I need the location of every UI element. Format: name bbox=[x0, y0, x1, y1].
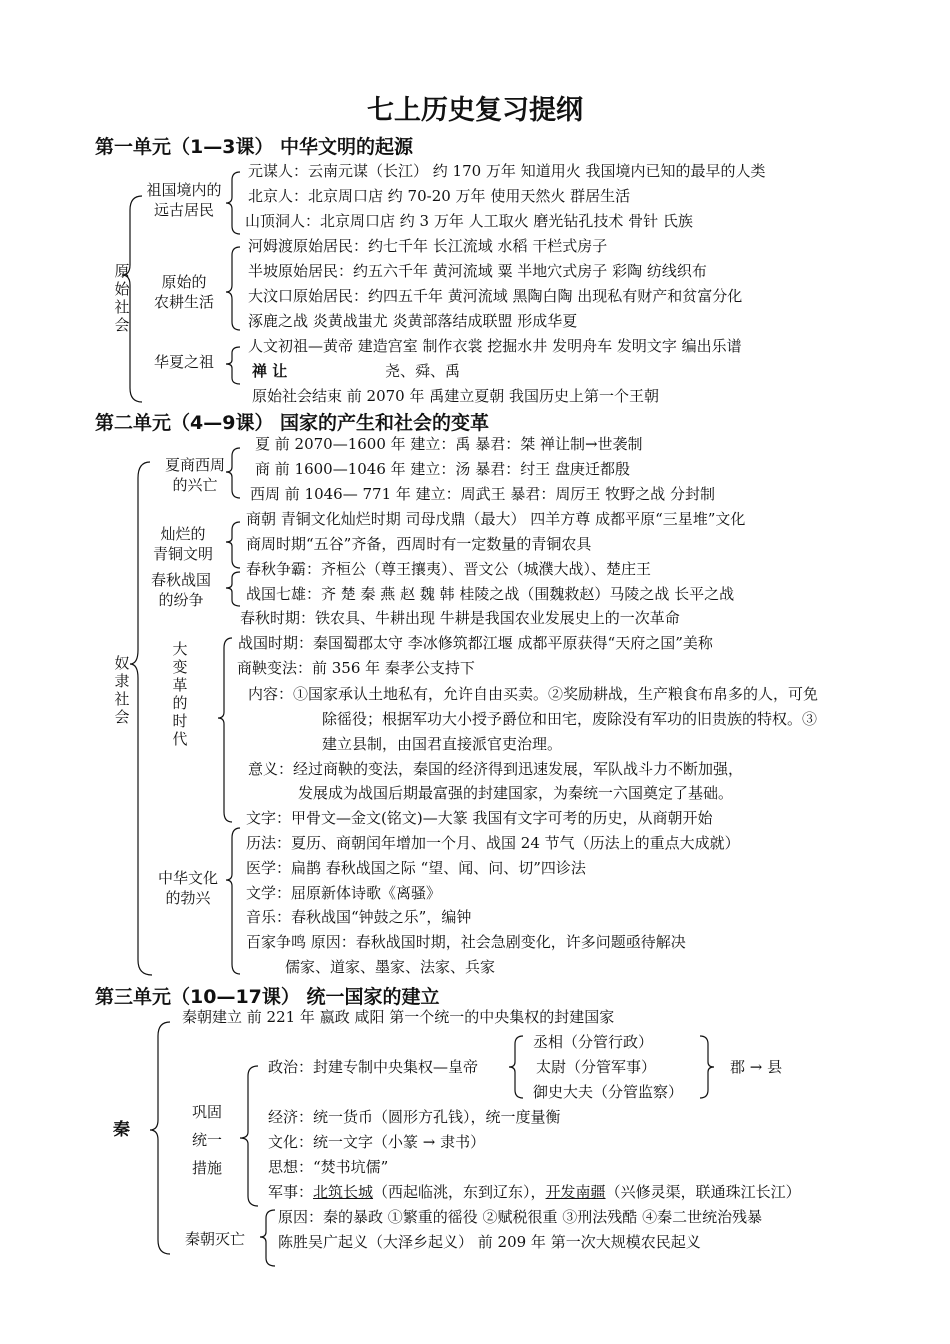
unit-heading-2: 第二单元（4—9课） 国家的产生和社会的变革 bbox=[95, 412, 490, 434]
commandery-county: 郡 → 县 bbox=[730, 1058, 783, 1076]
official-item: 丞相（分管行政） bbox=[533, 1033, 654, 1051]
content-line: 半坡原始居民：约五六千年 黄河流域 粟 半地穴式房子 彩陶 纺线织布 bbox=[248, 262, 707, 280]
content-line: 除徭役；根据军功大小授予爵位和田宅，废除没有军功的旧贵族的特权。③ bbox=[322, 710, 818, 728]
unit-heading-1: 第一单元（1—3课） 中华文明的起源 bbox=[95, 136, 414, 158]
unit-heading-3: 第三单元（10—17课） 统一国家的建立 bbox=[95, 986, 440, 1008]
category-label: 原始的 农耕生活 bbox=[153, 273, 214, 311]
content-line: 商周时期“五谷”齐备，西周时有一定数量的青铜农具 bbox=[246, 535, 592, 553]
content-line: 人文初祖—黄帝 建造宫室 制作衣裳 挖掘水井 发明舟车 发明文字 编出乐谱 bbox=[248, 337, 742, 355]
content-line: 陈胜吴广起义（大泽乡起义） 前 209 年 第一次大规模农民起义 bbox=[278, 1233, 701, 1251]
category-label: 大变革的时代 bbox=[172, 640, 188, 748]
content-line: 战国时期：秦国蜀郡太守 李冰修筑都江堰 成都平原获得“天府之国”美称 bbox=[238, 634, 713, 652]
content-line: 建立县制，由国君直接派官吏治理。 bbox=[322, 735, 563, 753]
category-label: 春秋战国 的纷争 bbox=[150, 571, 211, 609]
content-line: 儒家、道家、墨家、法家、兵家 bbox=[285, 958, 496, 976]
category-label: 秦朝灭亡 bbox=[185, 1230, 246, 1248]
content-line: 北京人：北京周口店 约 70-20 万年 使用天然火 群居生活 bbox=[248, 187, 631, 205]
category-label: 巩固 bbox=[192, 1103, 223, 1121]
content-line: 医学：扁鹊 春秋战国之际 “望、闻、问、切”四诊法 bbox=[246, 859, 586, 877]
content-line: 思想：“焚书坑儒” bbox=[268, 1158, 389, 1176]
content-line: 秦朝建立 前 221 年 嬴政 咸阳 第一个统一的中央集权的封建国家 bbox=[182, 1008, 615, 1026]
content-line: 元谋人：云南元谋（长江） 约 170 万年 知道用火 我国境内已知的最早的人类 bbox=[248, 162, 766, 180]
content-line: 意义：经过商鞅的变法，秦国的经济得到迅速发展，军队战斗力不断加强， bbox=[248, 760, 744, 778]
content-line: 河姆渡原始居民：约七千年 长江流域 水稻 干栏式房子 bbox=[248, 237, 608, 255]
content-line: 历法：夏历、商朝闰年增加一个月、战国 24 节气（历法上的重点大成就） bbox=[246, 834, 740, 852]
content-line: 禅 让 bbox=[252, 362, 288, 380]
content-line: 西周 前 1046— 771 年 建立：周武王 暴君：周厉王 牧野之战 分封制 bbox=[250, 485, 715, 503]
category-label: 祖国境内的 远古居民 bbox=[146, 181, 222, 219]
content-line: 涿鹿之战 炎黄战蚩尤 炎黄部落结成联盟 形成华夏 bbox=[248, 312, 578, 330]
content-line: 发展成为战国后期最富强的封建国家，为秦统一六国奠定了基础。 bbox=[298, 784, 734, 802]
official-item: 御史大夫（分管监察） bbox=[533, 1083, 684, 1101]
content-line: 山顶洞人：北京周口店 约 3 万年 人工取火 磨光钻孔技术 骨针 氏族 bbox=[245, 212, 693, 230]
category-label: 统一 bbox=[192, 1131, 223, 1149]
content-line: 文字：甲骨文—金文(铭文)—大篆 我国有文字可考的历史，从商朝开始 bbox=[246, 809, 713, 827]
category-label: 华夏之祖 bbox=[153, 353, 214, 371]
category-label: 措施 bbox=[192, 1159, 223, 1177]
military-line: 军事：北筑长城（西起临洮，东到辽东），开发南疆（兴修灵渠，联通珠江长江） bbox=[268, 1183, 801, 1201]
era-label-slave: 奴隶社会 bbox=[114, 654, 130, 726]
content-line: 政治：封建专制中央集权—皇帝 bbox=[268, 1058, 479, 1076]
content-line: 尧、舜、禹 bbox=[385, 362, 461, 380]
content-line: 文化：统一文字（小篆 → 隶书） bbox=[268, 1133, 486, 1151]
content-line: 经济：统一货币（圆形方孔钱），统一度量衡 bbox=[268, 1108, 561, 1126]
official-item: 太尉（分管军事） bbox=[536, 1058, 657, 1076]
content-line: 百家争鸣 原因：春秋战国时期，社会急剧变化，许多问题亟待解决 bbox=[246, 933, 686, 951]
page-title: 七上历史复习提纲 bbox=[367, 95, 583, 126]
content-line: 大汶口原始居民：约四五千年 黄河流域 黑陶白陶 出现私有财产和贫富分化 bbox=[248, 287, 743, 305]
category-label: 中华文化 的勃兴 bbox=[157, 869, 218, 907]
era-label-primitive: 原始社会 bbox=[114, 262, 130, 334]
content-line: 商朝 青铜文化灿烂时期 司母戊鼎（最大） 四羊方尊 成都平原“三星堆”文化 bbox=[246, 510, 746, 528]
content-line: 商鞅变法：前 356 年 秦孝公支持下 bbox=[237, 659, 475, 677]
content-line: 音乐：春秋战国“钟鼓之乐”，编钟 bbox=[246, 908, 472, 926]
content-line: 战国七雄：齐 楚 秦 燕 赵 魏 韩 桂陵之战（围魏救赵）马陵之战 长平之战 bbox=[246, 585, 735, 603]
content-line: 春秋争霸：齐桓公（尊王攘夷）、晋文公（城濮大战）、楚庄王 bbox=[246, 560, 652, 578]
category-label: 灿烂的 青铜文明 bbox=[152, 525, 213, 563]
content-line: 文学：屈原新体诗歌《离骚》 bbox=[246, 884, 442, 902]
content-line: 内容：①国家承认土地私有，允许自由买卖。②奖励耕战，生产粮食布帛多的人，可免 bbox=[248, 685, 819, 703]
content-line: 夏 前 2070—1600 年 建立：禹 暴君：桀 禅让制→世袭制 bbox=[255, 435, 643, 453]
era-label-qin: 秦 bbox=[113, 1120, 130, 1140]
category-label: 夏商西周 的兴亡 bbox=[164, 456, 225, 494]
content-line: 原始社会结束 前 2070 年 禹建立夏朝 我国历史上第一个王朝 bbox=[252, 387, 660, 405]
content-line: 原因：秦的暴政 ①繁重的徭役 ②赋税很重 ③刑法残酷 ④秦二世统治残暴 bbox=[278, 1208, 763, 1226]
content-line: 春秋时期：铁农具、牛耕出现 牛耕是我国农业发展史上的一次革命 bbox=[240, 609, 680, 627]
content-line: 商 前 1600—1046 年 建立：汤 暴君：纣王 盘庚迁都殷 bbox=[255, 460, 630, 478]
